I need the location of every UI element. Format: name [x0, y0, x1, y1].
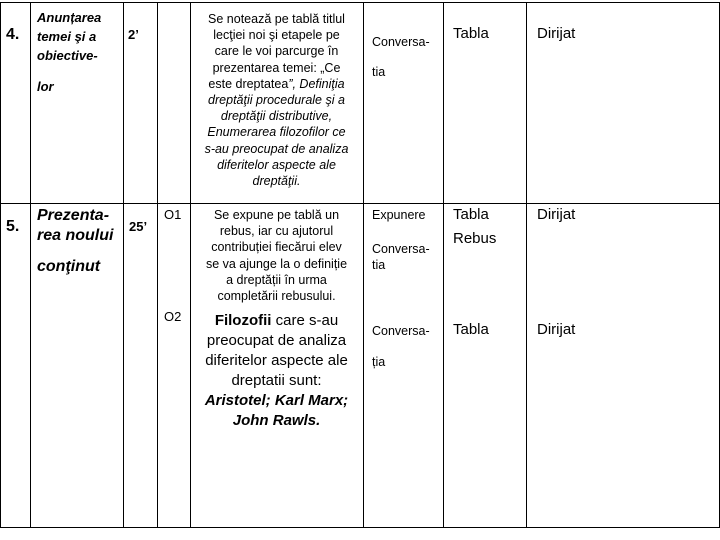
- resources-cell: [453, 205, 496, 249]
- form-value: Dirijat: [537, 25, 576, 42]
- content-line: dreptăţii distributive,: [220, 109, 333, 124]
- content-line: care le voi parcurge în: [214, 44, 339, 59]
- content-line: preocupat de analiza: [206, 332, 347, 349]
- resources-line: Rebus: [453, 230, 497, 247]
- time-value: 2’: [128, 27, 139, 42]
- method-line: tia: [372, 258, 386, 272]
- col-border-method: [443, 2, 444, 528]
- col-border-content: [363, 2, 364, 528]
- content-line: diferitelor aspecte ale: [205, 352, 348, 369]
- content-line: [191, 76, 362, 92]
- method-cell: [372, 323, 430, 370]
- method-line: Conversa-: [372, 324, 430, 338]
- content-line: Se notează pe tablă titlul: [208, 12, 345, 26]
- content-cell: [191, 207, 362, 304]
- content-line: contribuției fiecărui elev: [211, 240, 342, 255]
- row-divider: [0, 203, 720, 204]
- method-line: ția: [372, 355, 386, 369]
- stage-cell: [37, 8, 122, 96]
- content-line: a dreptății în urma: [226, 272, 327, 287]
- objective-code: O1: [164, 207, 182, 222]
- content-cell: [191, 311, 362, 431]
- stage-line: Prezenta-: [37, 207, 110, 224]
- content-line: [191, 311, 362, 331]
- stage-line: lor: [37, 79, 54, 94]
- table-bottom-border: [0, 527, 720, 528]
- col-border-stage: [123, 2, 124, 528]
- method-line: Conversa-: [372, 35, 430, 49]
- col-border-resources: [526, 2, 527, 528]
- resources-value: Tabla: [453, 321, 489, 338]
- method-line: tia: [372, 65, 386, 79]
- method-cell: [372, 207, 430, 273]
- stage-line: obiective-: [37, 48, 98, 63]
- resources-value: Tabla: [453, 25, 489, 42]
- content-line: dreptatii sunt:: [231, 372, 322, 389]
- content-line: s-au preocupat de analiza: [204, 141, 349, 156]
- time-value: 25’: [129, 219, 148, 234]
- method-cell: [372, 34, 430, 80]
- content-fragment: care s-au: [275, 312, 339, 329]
- form-value: Dirijat: [537, 321, 576, 338]
- col-border-number: [30, 2, 31, 528]
- method-line: Expunere: [372, 208, 426, 222]
- content-fragment: ”, Definiţia: [288, 76, 345, 91]
- content-line: John Rawls.: [232, 412, 321, 429]
- method-line: Conversa-: [372, 242, 430, 256]
- stage-line: temei şi a: [37, 29, 97, 44]
- content-line: dreptăţii.: [252, 174, 301, 189]
- row-number: 4.: [6, 26, 20, 43]
- content-line: diferitelor aspecte ale: [217, 157, 336, 172]
- content-line: rebus, iar cu ajutorul: [219, 224, 334, 239]
- row-number: 5.: [6, 218, 20, 235]
- stage-line: Anunțarea: [37, 10, 102, 25]
- form-value: Dirijat: [537, 206, 576, 223]
- resources-line: Tabla: [453, 206, 489, 223]
- stage-cell: [37, 206, 123, 277]
- content-fragment: Filozofii: [214, 312, 272, 329]
- table-top-border: [0, 2, 720, 3]
- content-cell: [191, 11, 362, 189]
- content-line: Se expune pe tablă un: [213, 208, 340, 222]
- content-line: Aristotel; Karl Marx;: [204, 392, 349, 409]
- objective-code: O2: [164, 309, 182, 324]
- content-line: se va ajunge la o definiție: [205, 256, 348, 271]
- content-fragment: este dreptatea: [208, 76, 289, 91]
- content-line: lecţiei noi şi etapele pe: [213, 28, 340, 43]
- col-border-time: [157, 2, 158, 528]
- content-line: completării rebusului.: [217, 289, 336, 304]
- stage-line: conţinut: [37, 258, 101, 275]
- content-line: prezentarea temei: „Ce: [212, 60, 341, 75]
- stage-line: rea noului: [37, 227, 114, 244]
- col-border-left: [0, 2, 1, 528]
- content-line: dreptăţii procedurale şi a: [208, 93, 345, 108]
- content-line: Enumerarea filozofilor ce: [207, 125, 346, 140]
